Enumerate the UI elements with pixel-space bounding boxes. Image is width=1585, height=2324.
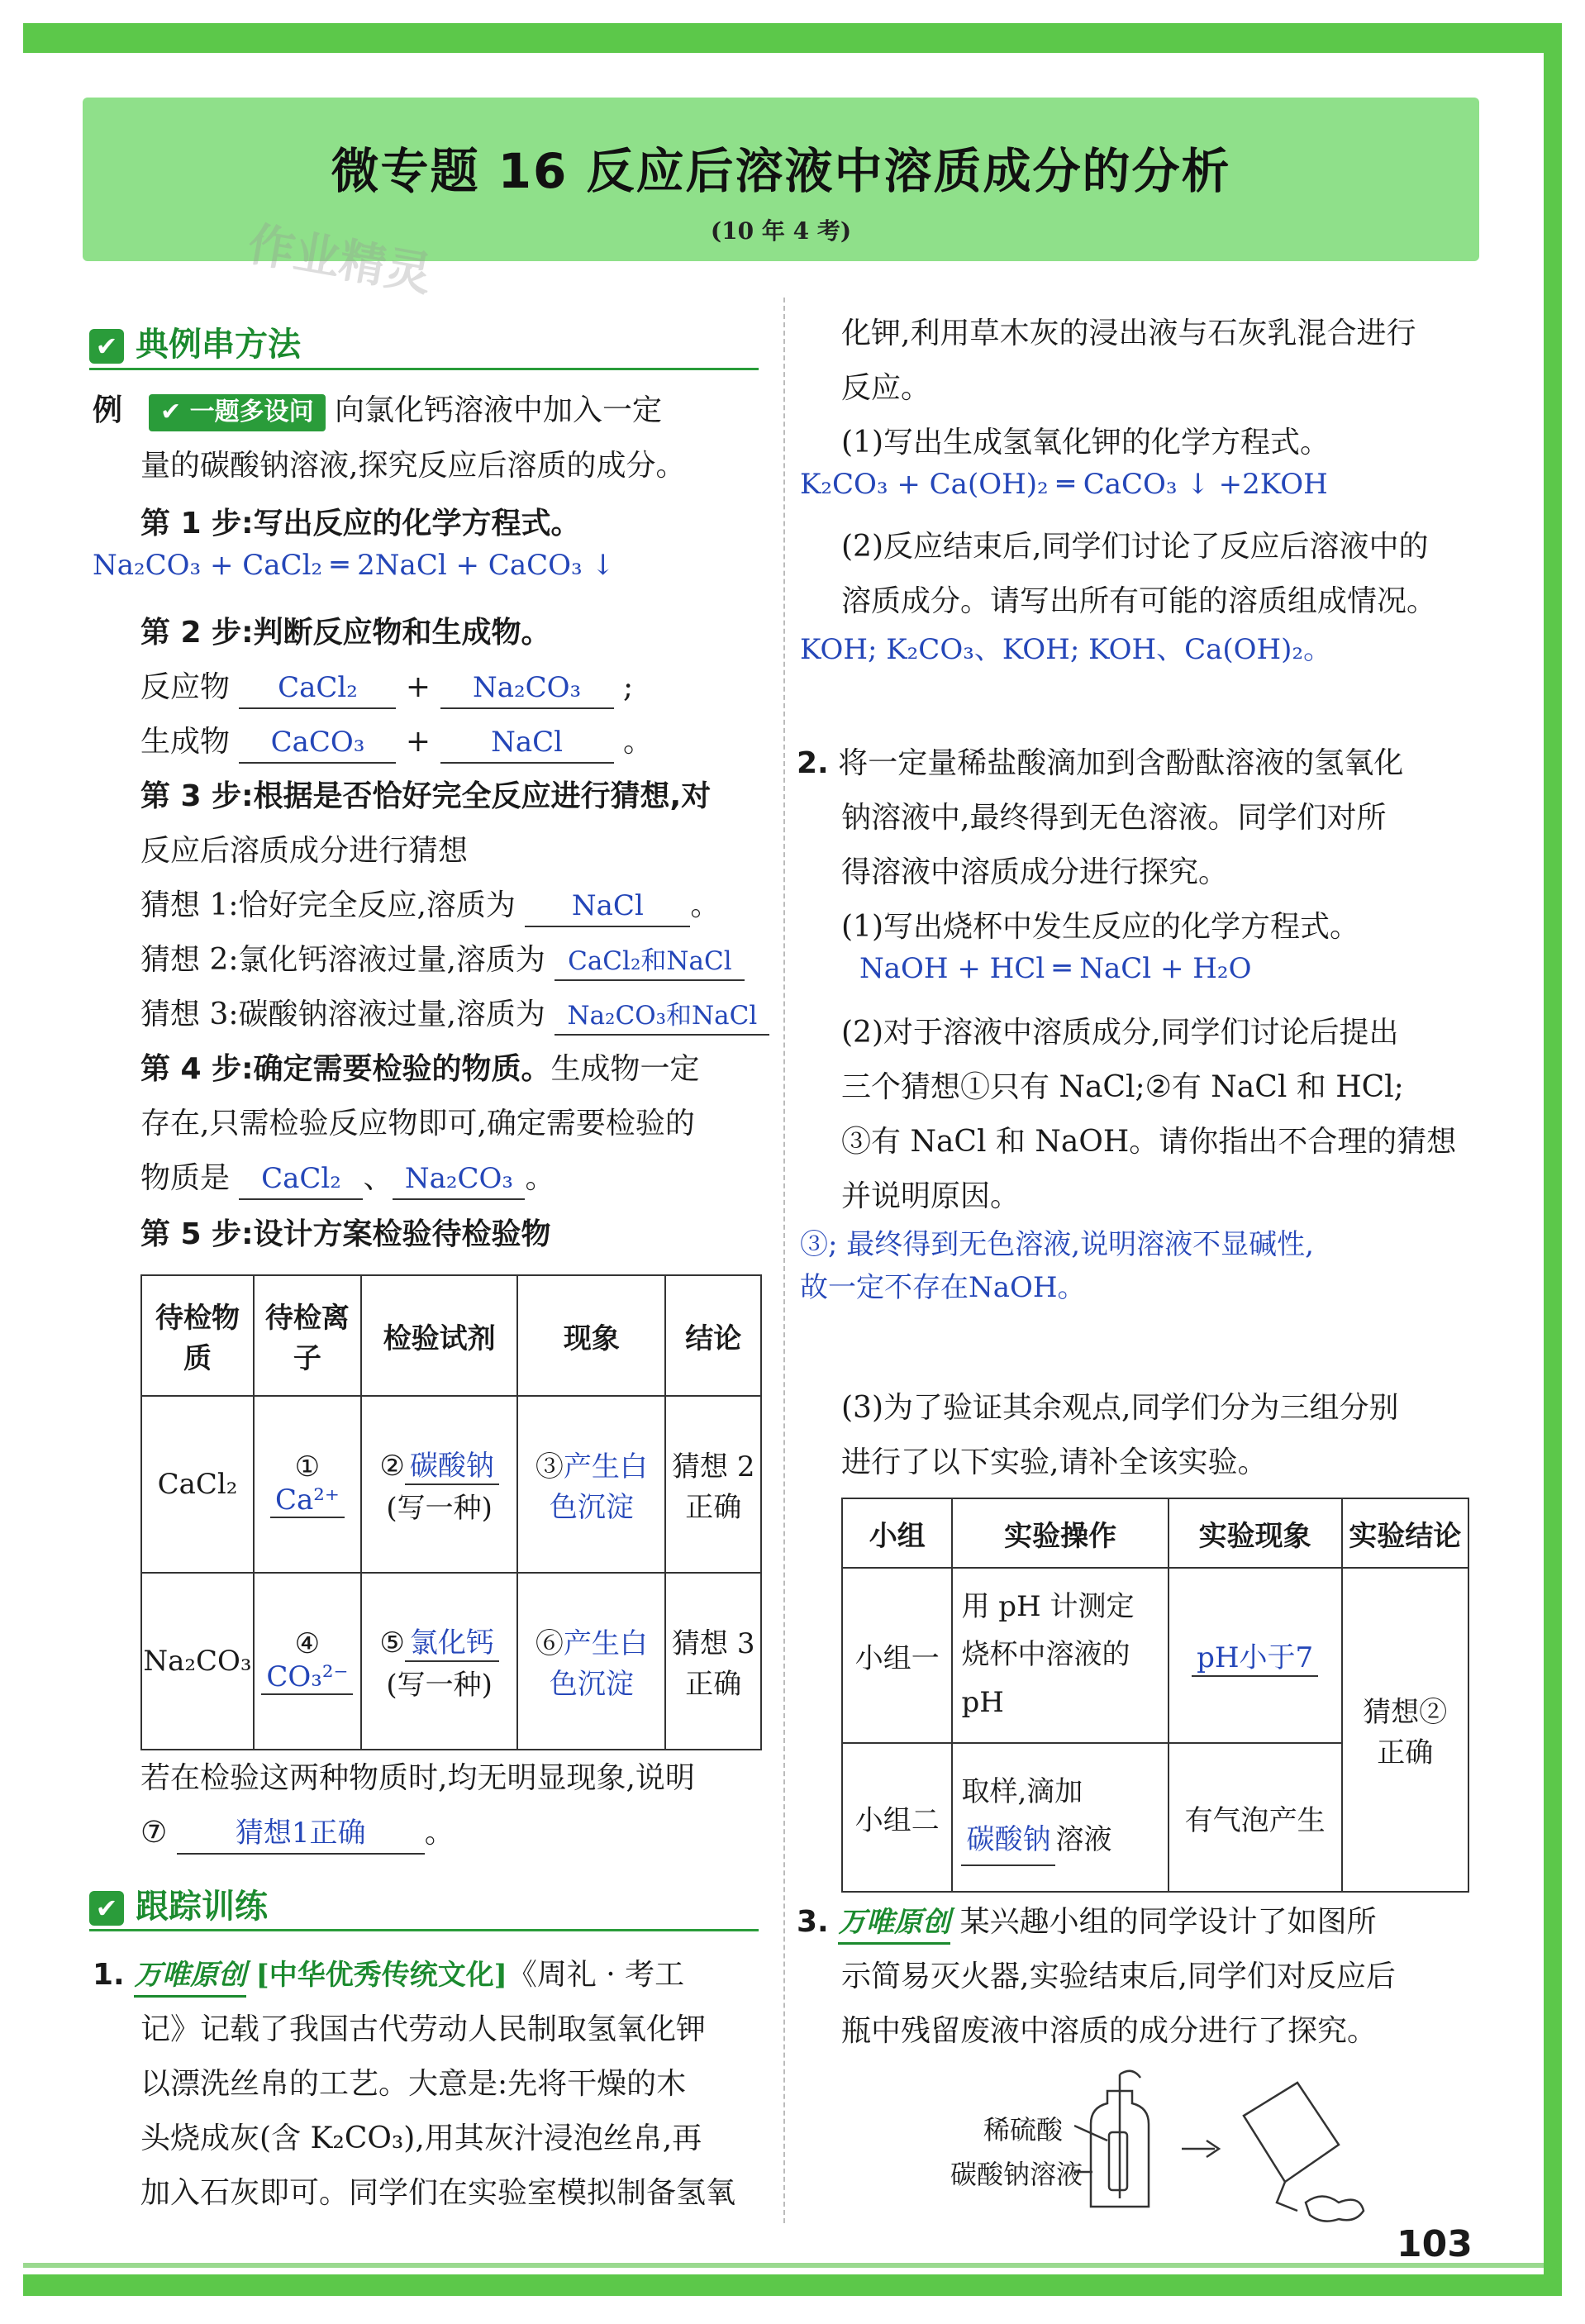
- extinguisher-diagram: [1074, 2066, 1405, 2223]
- step4-answer-a: CaCl₂: [239, 1160, 363, 1200]
- page-frame-right: [1544, 23, 1562, 2284]
- table-row: [842, 1568, 1468, 1743]
- after-table-answer-line: ⑦ 猜想1正确 。: [140, 1813, 455, 1855]
- detection-table: [140, 1274, 762, 1750]
- q1-part1: (1)写出生成氢氧化钾的化学方程式。: [841, 426, 1330, 460]
- q3-text: 瓶中残留废液中溶质的成分进行了探究。: [841, 2014, 1378, 2048]
- q1-text: 以漂洗丝帛的工艺。大意是:先将干燥的木: [140, 2067, 687, 2101]
- table-cell: pH小于7: [1169, 1568, 1342, 1743]
- step1: 第 1 步:写出反应的化学方程式。: [140, 507, 581, 541]
- guess3-answer: Na₂CO₃和NaCl: [555, 999, 769, 1036]
- table-cell: ② 碳酸钠 (写一种): [361, 1396, 518, 1573]
- table-cell: 用 pH 计测定烧杯中溶液的 pH: [952, 1568, 1168, 1743]
- table-header: 待检物质: [141, 1275, 254, 1396]
- table-header: 检验试剂: [361, 1275, 518, 1396]
- brand-logo: 万唯原创: [838, 1904, 950, 1945]
- q2-part2-answer: 故一定不存在NaOH。: [800, 1271, 1086, 1304]
- step5: 第 5 步:设计方案检验待检验物: [140, 1217, 551, 1251]
- table-cell: ⑥产生白色沉淀: [517, 1573, 665, 1750]
- table-cell: 猜想 2 正确: [665, 1396, 761, 1573]
- example-text-2: 量的碳酸钠溶液,探究反应后溶质的成分。: [140, 449, 686, 483]
- q1-continued: 化钾,利用草木灰的浸出液与石灰乳混合进行: [841, 317, 1416, 350]
- q2-text: 得溶液中溶质成分进行探究。: [841, 855, 1229, 889]
- table-cell: 猜想 3 正确: [665, 1573, 761, 1750]
- product-line: 生成物 CaCO₃ + NaCl 。: [140, 722, 653, 764]
- step3-text: 反应后溶质成分进行猜想: [140, 834, 469, 868]
- example-text: 向氯化钙溶液中加入一定: [335, 393, 663, 427]
- table-header: 现象: [517, 1275, 665, 1396]
- q1-part2: 溶质成分。请写出所有可能的溶质组成情况。: [841, 584, 1437, 618]
- q1-part2-answer: KOH; K₂CO₃、KOH; KOH、Ca(OH)₂。: [800, 633, 1332, 666]
- product-a: CaCO₃: [239, 724, 396, 764]
- table-cell: 猜想②正确: [1342, 1568, 1468, 1892]
- after-table-text: 若在检验这两种物质时,均无明显现象,说明: [140, 1761, 695, 1795]
- flask-inverted: [1244, 2083, 1339, 2182]
- page-title: 微专题 16 反应后溶液中溶质成分的分析: [331, 143, 1231, 199]
- table-cell: ⑤ 氯化钙 (写一种): [361, 1573, 518, 1750]
- q3-text: 示简易灭火器,实验结束后,同学们对反应后: [841, 1960, 1396, 1993]
- q1-text: 头烧成灰(含 K₂CO₃),用其灰汁浸泡丝帛,再: [140, 2122, 702, 2155]
- q1-tag: [中华优秀传统文化]: [255, 1959, 507, 1992]
- section-heading-practice: [89, 1880, 268, 1927]
- reactant-b: Na₂CO₃: [440, 669, 614, 709]
- section-underline: [89, 368, 759, 370]
- q2-part1: (1)写出烧杯中发生反应的化学方程式。: [841, 910, 1359, 944]
- q1-part2: (2)反应结束后,同学们讨论了反应后溶液中的: [841, 530, 1429, 564]
- experiment-table: [841, 1498, 1469, 1893]
- q2-part2: 三个猜想①只有 NaCl;②有 NaCl 和 HCl;: [841, 1070, 1404, 1104]
- q2-line1: 2. 将一定量稀盐酸滴加到含酚酞溶液的氢氧化: [797, 746, 1404, 780]
- product-b: NaCl: [440, 724, 614, 764]
- page-number: 103: [1397, 2223, 1473, 2265]
- table-header: 结论: [665, 1275, 761, 1396]
- table-header: 实验操作: [952, 1498, 1168, 1568]
- step2: 第 2 步:判断反应物和生成物。: [140, 616, 551, 650]
- foam-icon: [1306, 2197, 1364, 2222]
- table-cell: CaCl₂: [141, 1396, 254, 1573]
- section-heading-examples: [89, 318, 301, 365]
- q2-part2-answer: ③; 最终得到无色溶液,说明溶液不显碱性,: [800, 1228, 1314, 1261]
- q1-line1: 1. 万唯原创 [中华优秀传统文化]《周礼 · 考工: [93, 1955, 684, 1998]
- column-divider: [783, 298, 785, 2223]
- guess2-answer: CaCl₂和NaCl: [555, 945, 745, 981]
- step4-text-2: 存在,只需检验反应物即可,确定需要检验的: [140, 1107, 695, 1141]
- table-header: 实验现象: [1169, 1498, 1342, 1568]
- page-frame-bottom-strip: [23, 2263, 1544, 2268]
- section-title: 跟踪训练: [136, 1888, 268, 1926]
- q1-continued: 反应。: [841, 371, 931, 405]
- brand-logo: 万唯原创: [134, 1957, 246, 1998]
- q2-part2: (2)对于溶液中溶质成分,同学们讨论后提出: [841, 1016, 1399, 1050]
- table-cell: 有气泡产生: [1169, 1743, 1342, 1892]
- guess3: 猜想 3:碳酸钠溶液过量,溶质为 Na₂CO₃和NaCl: [140, 995, 769, 1036]
- table-cell: 小组二: [842, 1743, 952, 1892]
- table-cell: ④ CO₃²⁻: [254, 1573, 361, 1750]
- example-badge: ✔ 一题多设问: [149, 394, 326, 431]
- reactant-line: 反应物 CaCl₂ + Na₂CO₃ ;: [140, 668, 633, 709]
- check-icon: ✔: [89, 1891, 124, 1926]
- watermark: 作业精灵: [244, 217, 436, 302]
- q1-text: 加入石灰即可。同学们在实验室模拟制备氢氧: [140, 2176, 736, 2210]
- step1-answer: Na₂CO₃ + CaCl₂ ═ 2NaCl + CaCO₃ ↓: [93, 549, 615, 582]
- table-cell: ① Ca²⁺: [254, 1396, 361, 1573]
- page-frame-bottom: [23, 2274, 1562, 2296]
- table-cell: 小组一: [842, 1568, 952, 1743]
- guess2: 猜想 2:氯化钙溶液过量,溶质为 CaCl₂和NaCl: [140, 941, 745, 981]
- page-frame-top: [23, 23, 1562, 53]
- step4-answer-b: Na₂CO₃: [393, 1160, 525, 1200]
- table-header: 待检离子: [254, 1275, 361, 1396]
- table-row: [141, 1573, 761, 1750]
- arrow-icon: [1182, 2141, 1219, 2157]
- guess1-answer: NaCl: [525, 888, 690, 927]
- table-row: [141, 1396, 761, 1573]
- table-cell: Na₂CO₃: [141, 1573, 254, 1750]
- table-cell: 取样,滴加 碳酸钠 溶液: [952, 1743, 1168, 1892]
- figure-label-sodium-carbonate: 碳酸钠溶液: [950, 2159, 1083, 2190]
- q3-line1: 3. 万唯原创 某兴趣小组的同学设计了如图所: [797, 1903, 1377, 1945]
- q1-text: 记》记载了我国古代劳动人民制取氢氧化钾: [140, 2012, 707, 2046]
- q2-part3: (3)为了验证其余观点,同学们分为三组分别: [841, 1391, 1399, 1425]
- example-label: 例: [93, 393, 123, 427]
- after-table-answer: 猜想1正确: [177, 1815, 425, 1855]
- step4: 第 4 步:确定需要检验的物质。生成物一定: [140, 1052, 700, 1086]
- reactant-a: CaCl₂: [239, 669, 396, 709]
- step4-answer-line: 物质是 CaCl₂ 、 Na₂CO₃ 。: [140, 1159, 555, 1200]
- table-header: 小组: [842, 1498, 952, 1568]
- q2-part1-answer: NaOH + HCl ═ NaCl + H₂O: [859, 952, 1252, 985]
- table-cell: ③产生白色沉淀: [517, 1396, 665, 1573]
- q2-text: 钠溶液中,最终得到无色溶液。同学们对所: [841, 801, 1387, 835]
- page-subtitle: (10 年 4 考): [710, 217, 852, 245]
- check-icon: ✔: [89, 329, 124, 364]
- section-underline: [89, 1929, 759, 1931]
- guess1: 猜想 1:恰好完全反应,溶质为 NaCl 。: [140, 886, 720, 927]
- q2-part2: 并说明原因。: [841, 1179, 1021, 1213]
- step3: 第 3 步:根据是否恰好完全反应进行猜想,对: [140, 779, 712, 813]
- q2-part3: 进行了以下实验,请补全该实验。: [841, 1445, 1268, 1479]
- section-title: 典例串方法: [136, 326, 301, 364]
- q1-part1-answer: K₂CO₃ + Ca(OH)₂ ═ CaCO₃ ↓ +2KOH: [800, 468, 1328, 501]
- table-header: 实验结论: [1342, 1498, 1468, 1568]
- figure-label-acid: 稀硫酸: [983, 2114, 1064, 2145]
- q2-part2: ③有 NaCl 和 NaOH。请你指出不合理的猜想: [841, 1125, 1457, 1159]
